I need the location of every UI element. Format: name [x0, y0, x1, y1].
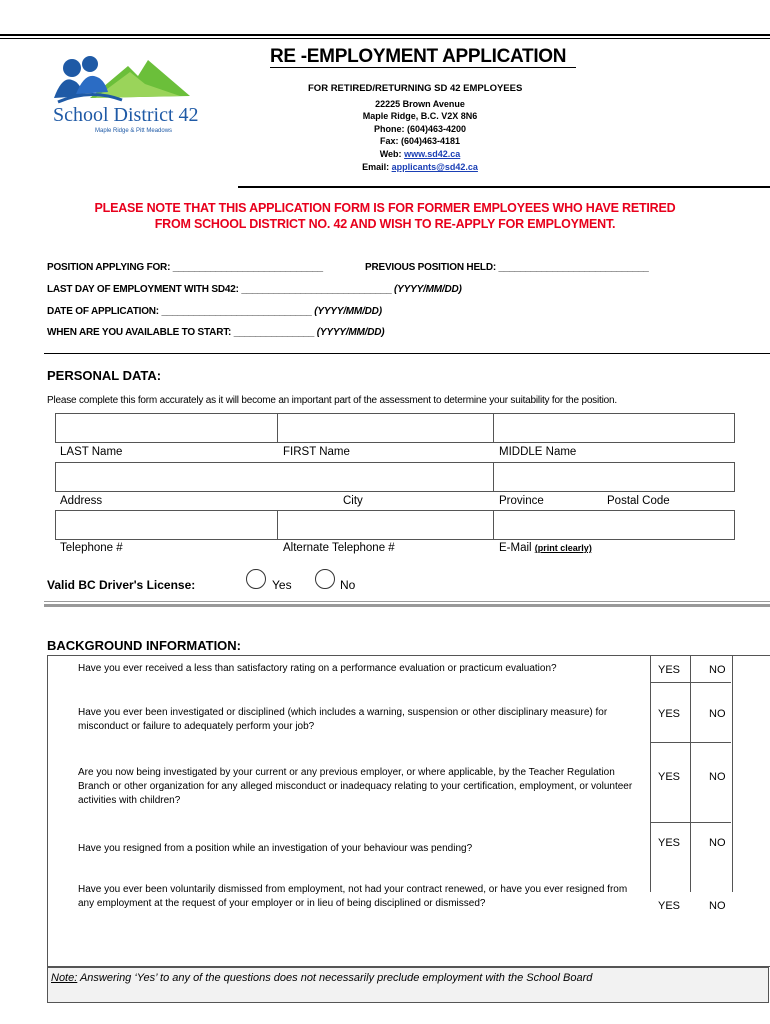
form-title: RE -EMPLOYMENT APPLICATION: [270, 46, 567, 67]
position-applying-field[interactable]: POSITION APPLYING FOR: ____________________________: [47, 262, 323, 273]
note-label: Note:: [51, 972, 78, 984]
email-field-label: [499, 542, 592, 554]
personal-intro: Please complete this form accurately as it will become an important part of the assessment to determine your suitability for the position.: [47, 395, 617, 406]
available-label: WHEN ARE YOU AVAILABLE TO START: _______________: [47, 327, 315, 338]
notice-line1: PLEASE NOTE THAT THIS APPLICATION FORM IS FOR FORMER EMPLOYEES WHO HAVE RETIRED: [94, 201, 676, 215]
q1-no[interactable]: NO: [709, 664, 726, 676]
divider: [44, 601, 770, 602]
license-no-label: No: [340, 578, 356, 592]
address-row: [55, 462, 735, 492]
personal-data-heading: PERSONAL DATA:: [47, 368, 162, 383]
note-text: [51, 972, 592, 984]
web-line: [300, 148, 540, 161]
email-note: (print clearly): [534, 543, 592, 553]
date-of-application-field[interactable]: [47, 306, 382, 317]
alt-telephone-label: Alternate Telephone #: [283, 542, 395, 554]
q2-yes[interactable]: YES: [658, 708, 681, 720]
top-rule-thin: [0, 38, 770, 39]
license-yes-radio[interactable]: [246, 569, 266, 589]
email-label: Email:: [362, 162, 390, 172]
notice-line2: FROM SCHOOL DISTRICT NO. 42 AND WISH TO RE-APPLY FOR EMPLOYMENT.: [154, 217, 616, 231]
q3-no[interactable]: NO: [709, 771, 726, 783]
middle-name-label: MIDDLE Name: [499, 446, 577, 458]
date-format-hint: (YYYY/MM/DD): [394, 284, 462, 295]
province-label: Province: [499, 495, 544, 507]
q4-no[interactable]: NO: [709, 837, 726, 849]
question-2: Have you ever been investigated or disciplined (which includes a warning, suspension or other disciplinary measure) for misconduct or failure to adequately perform your job?: [78, 707, 608, 732]
q5-yes[interactable]: YES: [658, 900, 681, 912]
previous-position-field[interactable]: PREVIOUS POSITION HELD: ____________________________: [365, 262, 649, 273]
address-line1: 22225 Brown Avenue: [375, 99, 465, 109]
telephone-label: Telephone #: [60, 542, 123, 554]
q1-yes[interactable]: YES: [658, 664, 681, 676]
q3-yes[interactable]: YES: [658, 771, 681, 783]
q4-yes[interactable]: YES: [658, 837, 681, 849]
license-yes-label: Yes: [272, 578, 292, 592]
date-format-hint: (YYYY/MM/DD): [314, 306, 382, 317]
question-1: Have you ever received a less than satisfactory rating on a performance evaluation or practicum evaluation?: [78, 663, 557, 674]
first-name-label: FIRST Name: [283, 446, 350, 458]
logo-subtitle: Maple Ridge & Pitt Meadows: [95, 128, 173, 134]
date-app-label: DATE OF APPLICATION: ____________________________: [47, 306, 312, 317]
available-start-field[interactable]: [47, 327, 384, 338]
date-format-hint: (YYYY/MM/DD): [316, 327, 385, 338]
note-body: Answering ‘Yes’ to any of the questions does not necessarily preclude employment with the School Board: [77, 972, 593, 984]
row-rule: [650, 742, 731, 743]
background-heading: BACKGROUND INFORMATION:: [47, 638, 242, 653]
postal-code-label: Postal Code: [607, 495, 670, 507]
license-no-radio[interactable]: [315, 569, 335, 589]
fax: Fax: (604)463-4181: [379, 136, 461, 146]
row-rule: [650, 682, 731, 683]
web-label: Web:: [379, 149, 402, 159]
name-row: [55, 413, 735, 443]
phone: Phone: (604)463-4200: [373, 124, 467, 134]
question-5: Have you ever been voluntarily dismissed from employment, not had your contract renewed, or have you ever resigned from any employment at the request of your employer or in lieu of being disciplined or dismissed?: [78, 884, 628, 909]
last-day-label: LAST DAY OF EMPLOYMENT WITH SD42: ____________________________: [47, 284, 392, 295]
address-line2: Maple Ridge, B.C. V2X 8N6: [362, 111, 478, 121]
logo-name: School District 42: [53, 104, 199, 126]
district-logo: [50, 48, 230, 143]
top-rule: [0, 34, 770, 36]
row-rule: [650, 822, 731, 823]
notice: [60, 200, 710, 232]
email-link[interactable]: applicants@sd42.ca: [391, 162, 478, 172]
city-label: City: [343, 495, 363, 507]
form-subtitle: FOR RETIRED/RETURNING SD 42 EMPLOYEES: [308, 83, 523, 94]
yes-no-divider: [690, 656, 691, 892]
section-rule: [44, 353, 770, 354]
email-line: [300, 161, 540, 174]
last-day-field[interactable]: [47, 284, 462, 295]
question-3: Are you now being investigated by your current or any previous employer, or where applicable, by the Teacher Regulation Branch or other organization for any alleged misconduct or inadequacy relating to your certification, employment, or volunteer activities with children?: [78, 767, 633, 806]
last-name-label: LAST Name: [60, 446, 123, 458]
license-label: Valid BC Driver's License:: [47, 578, 196, 592]
phone-row: [55, 510, 735, 540]
q5-no[interactable]: NO: [709, 900, 726, 912]
divider-thick: [44, 604, 770, 607]
note-box: [47, 967, 769, 1003]
question-4: Have you resigned from a position while an investigation of your behaviour was pending?: [78, 843, 473, 854]
logo-graphic-icon: [50, 48, 230, 108]
email-label: E-Mail: [499, 542, 532, 554]
q2-no[interactable]: NO: [709, 708, 726, 720]
header-rule: [238, 186, 770, 188]
address-label: Address: [60, 495, 103, 507]
web-link[interactable]: www.sd42.ca: [404, 149, 461, 159]
title-underline: [270, 67, 576, 68]
